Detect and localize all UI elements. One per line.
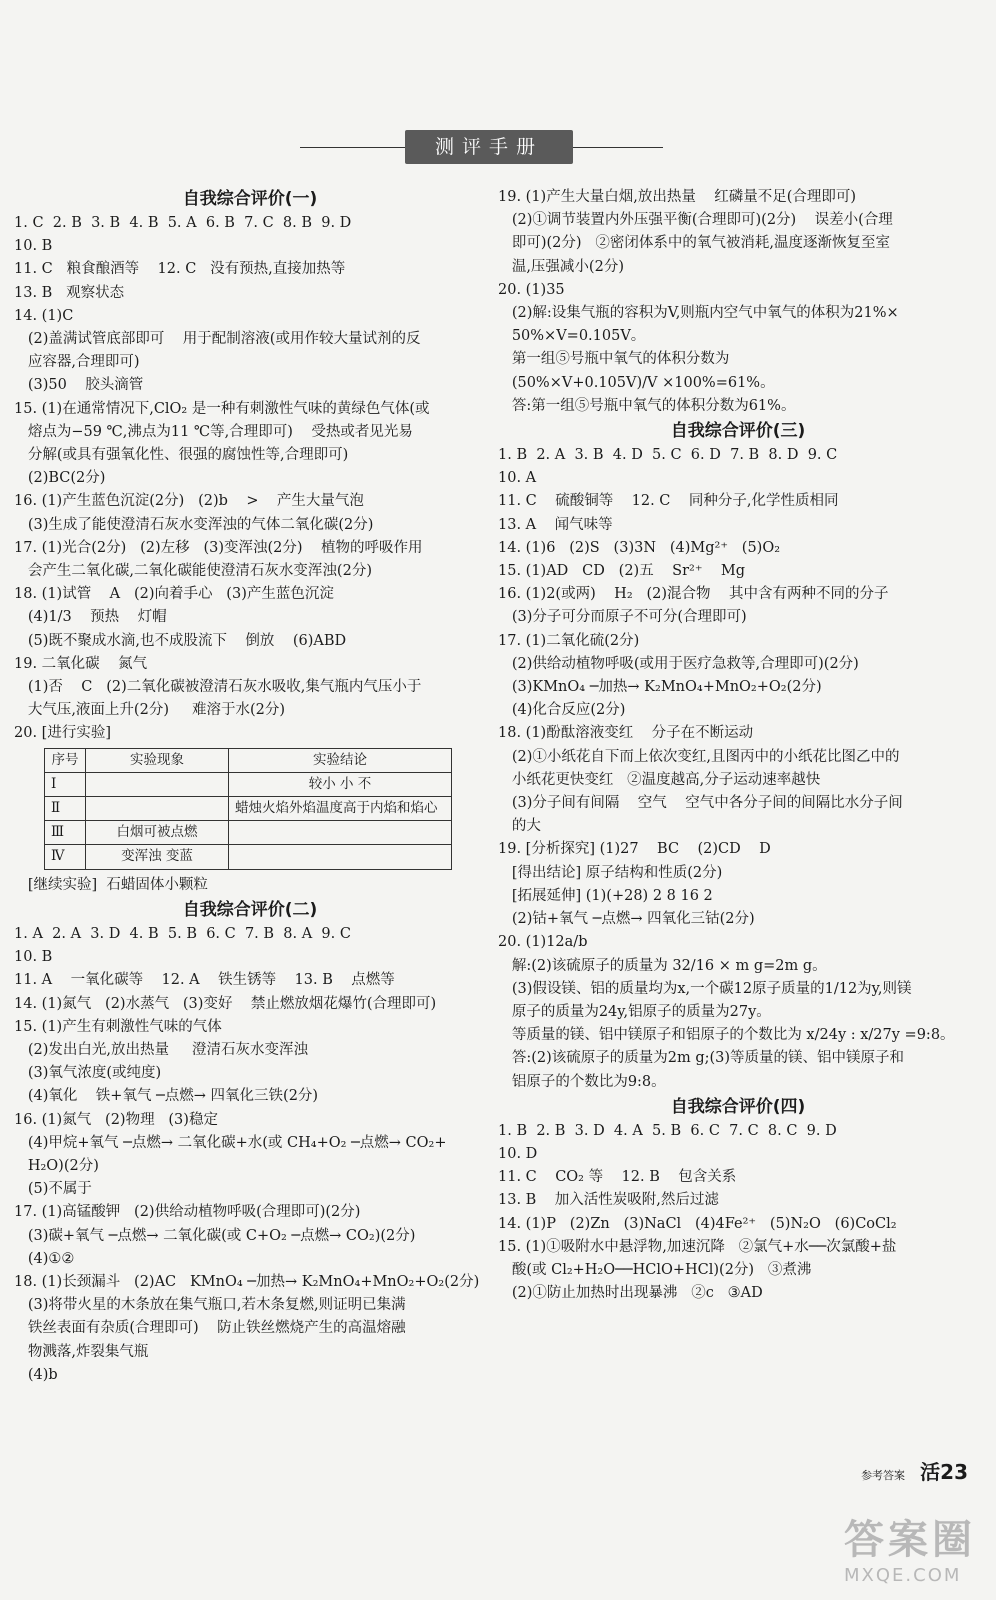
answer-line: 温,压强减小(2分) [498, 258, 624, 275]
answer-line: (3)50 胶头滴管 [14, 377, 144, 394]
table-header: 序号 [45, 748, 86, 772]
right-column [498, 186, 978, 1305]
footer-label: 参考答案 [861, 1469, 906, 1482]
answer-line: 会产生二氧化碳,二氧化碳能使澄清石灰水变浑浊(2分) [14, 563, 372, 580]
watermark [844, 1508, 976, 1586]
answer-line: 13. A 闻气味等 [498, 516, 613, 533]
page-title: 测评手册 [405, 130, 573, 164]
answer-line: 物溅落,炸裂集气瓶 [14, 1343, 149, 1360]
answer-line: 分解(或具有强氧化性、很强的腐蚀性等,合理即可) [14, 447, 349, 464]
answer-line: 15. (1)AD CD (2)五 Sr²⁺ Mg [498, 563, 746, 580]
answer-line: (2)盖满试管底部即可 用于配制溶液(或用作较大量试剂的反 [14, 331, 421, 348]
answer-line: 10. B [14, 238, 53, 255]
answer-line: 的大 [498, 818, 541, 835]
answer-line: (3)假设镁、铝的质量均为x,一个碳12原子质量的1/12为y,则镁 [498, 980, 912, 997]
answer-line: 13. B 加入活性炭吸附,然后过滤 [498, 1192, 719, 1209]
answer-line: 20. (1)12a/b [498, 934, 588, 951]
answer-line: 答:(2)该硫原子的质量为2m g;(3)等质量的镁、铝中镁原子和 [498, 1050, 905, 1067]
answer-line: 14. (1)P (2)Zn (3)NaCl (4)4Fe²⁺ (5)N₂O (6)CoCl₂ [498, 1215, 897, 1232]
answer-line: (5)既不聚成水滴,也不成股流下 倒放 (6)ABD [14, 632, 347, 649]
page-footer [861, 1456, 968, 1485]
answer-line: 熔点为−59 ℃,沸点为11 ℃等,合理即可) 受热或者见光易 [14, 423, 413, 440]
left-column [14, 186, 486, 1387]
table-cell: 较小 小 不 [229, 772, 452, 796]
page-number: 活23 [920, 1460, 968, 1484]
answer-line: (4)1/3 预热 灯帽 [14, 609, 167, 626]
answer-line: 1. A 2. A 3. D 4. B 5. B 6. C 7. B 8. A 9. C [14, 925, 351, 942]
answer-line: (1)否 C (2)二氧化碳被澄清石灰水吸收,集气瓶内气压小于 [14, 679, 422, 696]
section-1-continued [498, 186, 978, 418]
table-cell: 变浑浊 变蓝 [86, 845, 229, 869]
continue-experiment: [继续实验] 石蜡固体小颗粒 [14, 876, 208, 893]
answer-line: (3)碳+氧气 ─点燃→ 二氧化碳(或 C+O₂ ─点燃→ CO₂)(2分) [14, 1227, 416, 1244]
answer-line: (3)将带火星的木条放在集气瓶口,若木条复燃,则证明已集满 [14, 1297, 406, 1314]
answer-line: 16. (1)产生蓝色沉淀(2分) (2)b > 产生大量气泡 [14, 493, 364, 510]
answer-line: 10. D [498, 1145, 538, 1162]
answer-line: 17. (1)二氧化硫(2分) [498, 632, 640, 649]
answer-line: 1. B 2. A 3. B 4. D 5. C 6. D 7. B 8. D 9. C [498, 447, 838, 464]
section-1-answers [14, 212, 486, 746]
header-rule-right [573, 147, 663, 148]
answer-line: (2)发出白光,放出热量 澄清石灰水变浑浊 [14, 1041, 309, 1058]
table-row [45, 845, 452, 869]
table-header-row [45, 748, 452, 772]
answer-line: 大气压,液面上升(2分) 难溶于水(2分) [14, 702, 286, 719]
answer-line: 应容器,合理即可) [14, 354, 140, 371]
watermark-url: MXQE.COM [844, 1565, 962, 1586]
answer-line: 11. A 一氧化碳等 12. A 铁生锈等 13. B 点燃等 [14, 972, 395, 989]
table-cell [86, 772, 229, 796]
answer-line: 10. B [14, 949, 53, 966]
answer-line: 18. (1)试管 A (2)向着手心 (3)产生蓝色沉淀 [14, 586, 334, 603]
answer-line: 20. [进行实验] [14, 725, 111, 742]
answer-line: 酸(或 Cl₂+H₂O──HClO+HCl)(2分) ③煮沸 [498, 1261, 812, 1278]
answer-line: 18. (1)酚酞溶液变红 分子在不断运动 [498, 725, 754, 742]
answer-line: 第一组⑤号瓶中氧气的体积分数为 [498, 351, 730, 368]
answer-line: (2)①调节装置内外压强平衡(合理即可)(2分) 误差小(合理 [498, 212, 893, 229]
answer-line: (5)不属于 [14, 1181, 92, 1198]
table-row [45, 797, 452, 821]
table-cell: Ⅳ [45, 845, 86, 869]
answer-line: 15. (1)产生有刺激性气味的气体 [14, 1018, 222, 1035]
table-cell: Ⅱ [45, 797, 86, 821]
answer-line: 11. C CO₂ 等 12. B 包含关系 [498, 1169, 737, 1186]
section-2-answers [14, 923, 486, 1387]
answer-line: 15. (1)①吸附水中悬浮物,加速沉降 ②氯气+水──次氯酸+盐 [498, 1238, 897, 1255]
answer-line: (3)分子可分而原子不可分(合理即可) [498, 609, 747, 626]
section-title-4: 自我综合评价(四) [670, 1096, 806, 1117]
answer-line: 解:(2)该硫原子的质量为 32/16 × m g=2m g。 [498, 957, 827, 974]
answer-line: 等质量的镁、铝中镁原子和铝原子的个数比为 x/24y : x/27y =9:8。 [498, 1027, 955, 1044]
answer-line: 16. (1)2(或两) H₂ (2)混合物 其中含有两种不同的分子 [498, 586, 889, 603]
watermark-logo: 答案圈 [844, 1517, 976, 1563]
section-title-2: 自我综合评价(二) [182, 899, 318, 920]
answer-line: (2)钴+氧气 ─点燃→ 四氧化三钴(2分) [498, 911, 755, 928]
answer-line: 铁丝表面有杂质(合理即可) 防止铁丝燃烧产生的高温熔融 [14, 1320, 406, 1337]
answer-line: 19. (1)产生大量白烟,放出热量 红磷量不足(合理即可) [498, 189, 857, 205]
answer-line: 14. (1)氮气 (2)水蒸气 (3)变好 禁止燃放烟花爆竹(合理即可) [14, 995, 437, 1012]
table-cell: 蜡烛火焰外焰温度高于内焰和焰心 [229, 797, 452, 821]
answer-line: (50%×V+0.105V)/V ×100%=61%。 [498, 374, 775, 391]
table-cell: 白烟可被点燃 [86, 821, 229, 845]
answer-line: 20. (1)35 [498, 281, 565, 298]
answer-line: [得出结论] 原子结构和性质(2分) [498, 864, 723, 881]
section-title-1: 自我综合评价(一) [182, 189, 318, 209]
answer-line: 15. (1)在通常情况下,ClO₂ 是一种有刺激性气味的黄绿色气体(或 [14, 400, 430, 417]
answer-line: (3)KMnO₄ ─加热→ K₂MnO₄+MnO₂+O₂(2分) [498, 679, 822, 696]
answer-line: 14. (1)6 (2)S (3)3N (4)Mg²⁺ (5)O₂ [498, 539, 781, 556]
answer-line: (3)生成了能使澄清石灰水变浑浊的气体二氧化碳(2分) [14, 516, 374, 533]
answer-line: 11. C 硫酸铜等 12. C 同种分子,化学性质相同 [498, 493, 839, 510]
answer-line: (4)b [14, 1366, 58, 1383]
section-3-answers [498, 444, 978, 1094]
answer-line: 10. A [498, 470, 537, 487]
table-cell [229, 845, 452, 869]
table-cell [86, 797, 229, 821]
answer-line: (4)氧化 铁+氧气 ─点燃→ 四氧化三铁(2分) [14, 1088, 319, 1105]
table-cell: Ⅲ [45, 821, 86, 845]
table-cell [229, 821, 452, 845]
table-cell: Ⅰ [45, 772, 86, 796]
answer-line: 17. (1)光合(2分) (2)左移 (3)变浑浊(2分) 植物的呼吸作用 [14, 539, 423, 556]
answer-line: 即可)(2分) ②密闭体系中的氧气被消耗,温度逐渐恢复至室 [498, 235, 890, 252]
answer-line: 1. B 2. B 3. D 4. A 5. B 6. C 7. C 8. C 9. D [498, 1122, 837, 1139]
answer-line: (3)分子间有间隔 空气 空气中各分子间的间隔比水分子间 [498, 795, 903, 812]
section-title-3: 自我综合评价(三) [670, 421, 806, 442]
answer-line: 19. 二氧化碳 氮气 [14, 655, 148, 672]
answer-line: 14. (1)C [14, 307, 74, 324]
table-row [45, 821, 452, 845]
answer-line: 11. C 粮食酿酒等 12. C 没有预热,直接加热等 [14, 261, 346, 278]
answer-line: (2)BC(2分) [14, 470, 106, 487]
answer-line: 1. C 2. B 3. B 4. B 5. A 6. B 7. C 8. B 9. D [14, 215, 352, 231]
answer-line: [拓展延伸] (1)(+28) 2 8 16 2 [498, 887, 713, 904]
section-4-answers [498, 1120, 978, 1306]
answer-line: 17. (1)高锰酸钾 (2)供给动植物呼吸(合理即可)(2分) [14, 1204, 361, 1221]
answer-line: 19. [分析探究] (1)27 BC (2)CD D [498, 841, 771, 858]
experiment-table [44, 748, 452, 870]
answer-line: (2)①小纸花自下而上依次变红,且图丙中的小纸花比图乙中的 [498, 748, 900, 765]
table-header: 实验结论 [229, 748, 452, 772]
answer-line: (4)①② [14, 1250, 75, 1267]
answer-line: (4)甲烷+氧气 ─点燃→ 二氧化碳+水(或 CH₄+O₂ ─点燃→ CO₂+ [14, 1134, 447, 1151]
header-rule-left [300, 147, 405, 148]
answer-line: 16. (1)氮气 (2)物理 (3)稳定 [14, 1111, 218, 1128]
answer-line: 铝原子的个数比为9:8。 [498, 1073, 666, 1090]
header-banner [0, 130, 996, 166]
answer-line: 答:第一组⑤号瓶中氧气的体积分数为61%。 [498, 397, 796, 414]
answer-line: (2)解:设集气瓶的容积为V,则瓶内空气中氧气的体积为21%× [498, 305, 899, 322]
answer-line: 原子的质量为24y,铝原子的质量为27y。 [498, 1003, 771, 1020]
answer-line: 18. (1)长颈漏斗 (2)AC KMnO₄ ─加热→ K₂MnO₄+MnO₂+O₂(2分) [14, 1273, 480, 1290]
answer-line: 50%×V=0.105V。 [498, 328, 646, 345]
answer-line: (4)化合反应(2分) [498, 702, 626, 719]
answer-line: 13. B 观察状态 [14, 284, 125, 301]
answer-line: 小纸花更快变红 ②温度越高,分子运动速率越快 [498, 771, 821, 788]
answer-line: H₂O)(2分) [14, 1157, 99, 1174]
table-header: 实验现象 [86, 748, 229, 772]
answer-line: (3)氧气浓度(或纯度) [14, 1065, 162, 1082]
table-row [45, 772, 452, 796]
answer-line: (2)供给动植物呼吸(或用于医疗急救等,合理即可)(2分) [498, 655, 859, 672]
answer-line: (2)①防止加热时出现暴沸 ②c ③AD [498, 1285, 763, 1302]
